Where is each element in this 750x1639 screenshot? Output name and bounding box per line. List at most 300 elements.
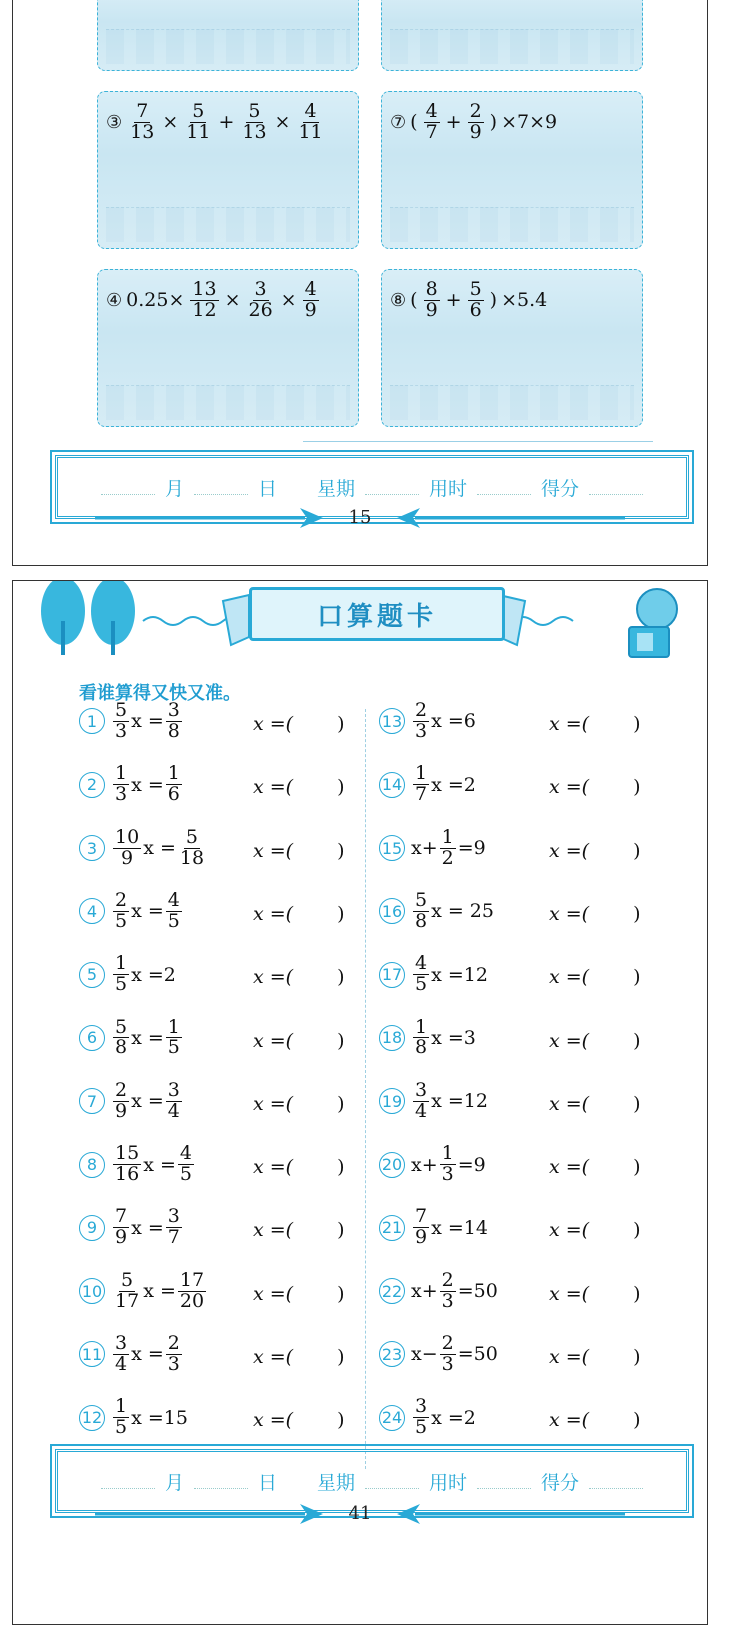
answer-close: ) <box>337 966 345 989</box>
denominator: 4 <box>115 1352 128 1375</box>
fraction <box>413 1397 429 1438</box>
fraction <box>184 102 212 143</box>
numerator: 4 <box>425 100 438 122</box>
item-number: 9 <box>79 1215 105 1241</box>
denominator: 5 <box>115 909 128 932</box>
denominator: 5 <box>179 1163 192 1186</box>
denominator: 17 <box>115 1289 140 1312</box>
answer-label: x =( <box>549 1029 590 1052</box>
equation-item <box>79 1144 196 1185</box>
expr-text: x+ <box>411 837 438 860</box>
numerator: 7 <box>136 100 149 122</box>
expr-text: x =3 <box>431 1026 476 1049</box>
answer-close: ) <box>337 1092 345 1115</box>
weekday-label: 星期 <box>316 1471 355 1494</box>
problem-box <box>381 269 643 427</box>
arrow-right-icon <box>95 1504 325 1524</box>
answer-label: x =( <box>253 1346 294 1368</box>
expression <box>106 102 327 143</box>
equation-item <box>379 954 488 995</box>
numerator: 1 <box>415 762 428 785</box>
equation-item <box>379 888 494 932</box>
item-number: 5 <box>79 962 105 988</box>
numerator: 3 <box>167 699 180 721</box>
answer-close: ) <box>337 839 345 862</box>
answer-close: ) <box>337 1346 345 1368</box>
equation-item <box>379 1015 476 1059</box>
answer-blank[interactable] <box>549 776 641 798</box>
answer-label: x =( <box>253 966 294 989</box>
numerator: 3 <box>415 1395 428 1418</box>
denominator: 3 <box>441 1352 454 1375</box>
expr-text: x = <box>131 1026 164 1049</box>
answer-blank[interactable] <box>253 1283 345 1305</box>
answer-label: x =( <box>549 1219 590 1242</box>
fraction <box>113 954 129 995</box>
answer-blank[interactable] <box>253 1409 345 1431</box>
expr-text: x = 25 <box>431 900 494 923</box>
numerator: 2 <box>415 699 428 721</box>
fraction <box>178 825 206 869</box>
item-number: 17 <box>379 962 405 988</box>
denominator: 5 <box>115 1416 128 1439</box>
answer-close: ) <box>633 1346 641 1368</box>
equation-item <box>379 825 486 869</box>
time-label: 用时 <box>429 477 468 500</box>
item-number: 2 <box>79 772 105 798</box>
numerator: 3 <box>415 1078 428 1101</box>
fraction <box>413 1207 429 1248</box>
answer-blank[interactable] <box>549 1409 641 1431</box>
answer-blank[interactable] <box>253 903 345 925</box>
problem-number: ⑧ <box>390 289 407 311</box>
numerator: 7 <box>115 1205 128 1228</box>
page-number: 41 <box>348 1503 372 1524</box>
denominator: 13 <box>130 120 155 143</box>
numerator: 5 <box>115 699 128 721</box>
month-label: 月 <box>164 477 184 500</box>
denominator: 26 <box>248 298 273 321</box>
denominator: 9 <box>115 1226 128 1249</box>
answer-close: ) <box>337 713 345 735</box>
answer-label: x =( <box>549 902 590 925</box>
item-number: 20 <box>379 1152 405 1178</box>
item-number: 10 <box>79 1278 105 1304</box>
fraction <box>413 701 429 742</box>
answer-close: ) <box>337 1156 345 1179</box>
equation-item <box>79 701 184 742</box>
problem-box <box>381 91 643 249</box>
page-title: 口算题卡 <box>249 587 505 641</box>
expr-text: 0.25× <box>126 289 185 312</box>
item-number: 22 <box>379 1278 405 1304</box>
expression <box>390 102 557 143</box>
denominator: 4 <box>415 1099 428 1122</box>
answer-close: ) <box>633 839 641 862</box>
denominator: 6 <box>167 783 180 806</box>
numerator: 17 <box>179 1268 205 1291</box>
expr-text: x = <box>131 1090 164 1113</box>
expr-text: x =2 <box>431 1406 476 1429</box>
equation-item <box>379 1397 476 1438</box>
denominator: 9 <box>469 120 482 143</box>
problem-box-partial <box>381 0 643 71</box>
numerator: 13 <box>192 278 217 300</box>
equation-item <box>379 701 476 742</box>
expr-text: x = <box>131 1216 164 1239</box>
fraction <box>440 1334 456 1375</box>
score-label: 得分 <box>541 1471 580 1494</box>
fraction <box>113 1144 141 1185</box>
item-number: 8 <box>79 1152 105 1178</box>
answer-close: ) <box>633 1156 641 1179</box>
expr-text: x− <box>411 1343 438 1366</box>
item-number: 7 <box>79 1088 105 1114</box>
denominator: 3 <box>115 783 128 806</box>
expr-text: x+ <box>411 1153 438 1176</box>
day-label: 日 <box>257 477 277 500</box>
denominator: 9 <box>121 846 134 869</box>
fraction <box>468 102 484 143</box>
numerator: 1 <box>441 825 454 848</box>
answer-close: ) <box>633 1282 641 1305</box>
fraction <box>166 1015 182 1059</box>
arrow-right-icon <box>95 508 325 528</box>
expr-text: x = <box>131 710 164 733</box>
expr-text: ( <box>410 289 418 312</box>
numerator: 3 <box>115 1332 128 1354</box>
page-41 <box>12 580 708 1625</box>
answer-blank[interactable] <box>253 1030 345 1052</box>
expr-text: x =2 <box>431 773 476 796</box>
expr-text: x+ <box>411 1280 438 1303</box>
expr-text: + <box>445 111 462 134</box>
numerator: 5 <box>121 1268 134 1291</box>
answer-close: ) <box>337 776 345 799</box>
answer-blank[interactable] <box>549 713 641 735</box>
numerator: 5 <box>248 100 261 122</box>
answer-label: x =( <box>253 1092 294 1115</box>
numerator: 2 <box>441 1332 454 1354</box>
denominator: 3 <box>167 1352 180 1375</box>
denominator: 12 <box>192 298 217 321</box>
fraction <box>113 888 129 932</box>
answer-close: ) <box>633 1029 641 1052</box>
expr-text: × <box>224 289 241 312</box>
numerator: 1 <box>115 952 128 975</box>
fraction <box>424 280 440 321</box>
expr-text: x = <box>131 773 164 796</box>
answer-blank[interactable] <box>253 840 345 862</box>
expression <box>390 280 547 321</box>
numerator: 1 <box>167 762 180 785</box>
numerator: 5 <box>192 100 205 122</box>
item-number: 23 <box>379 1341 405 1367</box>
numerator: 4 <box>304 100 317 122</box>
expr-text: x =6 <box>431 710 476 733</box>
numerator: 8 <box>425 278 438 300</box>
equation-item <box>379 1334 498 1375</box>
item-number: 19 <box>379 1088 405 1114</box>
expr-text: × <box>274 111 291 134</box>
column-divider <box>365 709 366 1469</box>
fraction <box>468 280 484 321</box>
answer-label: x =( <box>253 902 294 925</box>
equation-item <box>379 1078 488 1122</box>
expr-text: x = <box>143 837 176 860</box>
numerator: 4 <box>167 888 180 911</box>
answer-label: x =( <box>253 713 294 735</box>
answer-blank[interactable] <box>549 1030 641 1052</box>
fraction <box>113 764 129 805</box>
answer-close: ) <box>633 1409 641 1432</box>
fraction <box>166 1334 182 1375</box>
item-number: 16 <box>379 898 405 924</box>
expr-text: x = <box>131 1343 164 1366</box>
page-number-row <box>13 507 707 528</box>
item-number: 18 <box>379 1025 405 1051</box>
numerator: 1 <box>415 1015 428 1038</box>
numerator: 2 <box>167 1332 180 1354</box>
denominator: 5 <box>415 973 428 996</box>
answer-close: ) <box>633 776 641 799</box>
answer-blank[interactable] <box>549 1283 641 1305</box>
fraction <box>240 102 268 143</box>
denominator: 8 <box>115 1036 128 1059</box>
denominator: 9 <box>115 1099 128 1122</box>
answer-close: ) <box>337 1409 345 1432</box>
denominator: 8 <box>415 1036 428 1059</box>
denominator: 9 <box>415 1226 428 1249</box>
numerator: 4 <box>179 1142 192 1165</box>
numerator: 3 <box>167 1078 180 1101</box>
fraction <box>246 280 274 321</box>
fraction <box>113 1207 129 1248</box>
answer-close: ) <box>633 713 641 735</box>
expr-text: x =12 <box>431 1090 488 1113</box>
item-number: 24 <box>379 1405 405 1431</box>
answer-blank[interactable] <box>253 776 345 798</box>
fraction <box>190 280 218 321</box>
answer-blank[interactable] <box>549 1093 641 1115</box>
denominator: 4 <box>167 1099 180 1122</box>
month-label: 月 <box>164 1471 184 1494</box>
denominator: 11 <box>298 120 323 143</box>
fraction <box>166 701 182 742</box>
expr-text: × <box>162 111 179 134</box>
expr-text: x = <box>143 1153 176 1176</box>
expr-text: ( <box>410 111 418 134</box>
numerator: 1 <box>115 762 128 785</box>
item-number: 3 <box>79 835 105 861</box>
equation-item <box>79 825 208 869</box>
equation-item <box>79 1207 184 1248</box>
numerator: 2 <box>469 100 482 122</box>
answer-blank[interactable] <box>253 966 345 988</box>
answer-close: ) <box>633 902 641 925</box>
item-number: 15 <box>379 835 405 861</box>
problem-box <box>97 91 359 249</box>
answer-label: x =( <box>253 1282 294 1305</box>
fraction <box>413 954 429 995</box>
expr-text: x =2 <box>131 963 176 986</box>
answer-blank[interactable] <box>253 1093 345 1115</box>
answer-close: ) <box>633 966 641 989</box>
expr-text: × <box>280 289 297 312</box>
fraction <box>113 1334 129 1375</box>
denominator: 5 <box>167 1036 180 1059</box>
fraction <box>303 280 319 321</box>
answer-blank[interactable] <box>549 1156 641 1178</box>
answer-blank[interactable] <box>549 840 641 862</box>
numerator: 1 <box>167 1015 180 1038</box>
answer-close: ) <box>337 1219 345 1242</box>
denominator: 3 <box>441 1289 454 1312</box>
item-number: 11 <box>79 1341 105 1367</box>
fraction <box>413 1015 429 1059</box>
problem-number: ④ <box>106 289 123 311</box>
denominator: 8 <box>415 909 428 932</box>
arrow-left-icon <box>395 508 625 528</box>
fraction <box>440 1268 456 1312</box>
fraction <box>440 1144 456 1185</box>
denominator: 9 <box>304 298 317 321</box>
denominator: 2 <box>441 846 454 869</box>
numerator: 5 <box>115 1015 128 1038</box>
equation-item <box>79 1397 188 1438</box>
day-label: 日 <box>257 1471 277 1494</box>
equation-item <box>379 1207 488 1248</box>
fraction <box>178 1144 194 1185</box>
denominator: 18 <box>179 846 205 869</box>
equation-item <box>79 954 176 995</box>
expr-text: ×7×9 <box>501 111 558 134</box>
denominator: 7 <box>415 783 428 806</box>
answer-label: x =( <box>549 1409 590 1432</box>
equation-item <box>379 764 476 805</box>
fraction <box>113 1268 141 1312</box>
denominator: 8 <box>167 719 180 742</box>
arrow-left-icon <box>395 1504 625 1524</box>
time-label: 用时 <box>429 1471 468 1494</box>
expr-text: =50 <box>457 1343 498 1366</box>
numerator: 2 <box>441 1268 454 1291</box>
answer-blank[interactable] <box>253 1156 345 1178</box>
equation-item <box>79 1334 184 1375</box>
answer-label: x =( <box>253 1156 294 1179</box>
weekday-label: 星期 <box>316 477 355 500</box>
page-15 <box>12 0 708 566</box>
item-number: 13 <box>379 708 405 734</box>
numerator: 1 <box>441 1142 454 1165</box>
numerator: 3 <box>167 1205 180 1228</box>
fraction <box>413 1078 429 1122</box>
fraction <box>113 1078 129 1122</box>
answer-blank[interactable] <box>549 966 641 988</box>
problem-box-partial <box>97 0 359 71</box>
fraction <box>424 102 440 143</box>
expr-text: ) <box>489 111 498 134</box>
answer-label: x =( <box>253 1219 294 1242</box>
numerator: 2 <box>115 888 128 911</box>
fraction <box>128 102 156 143</box>
child-reading-icon <box>607 581 697 661</box>
fraction <box>113 701 129 742</box>
problem-number: ⑦ <box>390 111 407 133</box>
header-banner <box>13 581 707 661</box>
answer-close: ) <box>633 1092 641 1115</box>
answer-label: x =( <box>549 713 590 735</box>
answer-label: x =( <box>549 1346 590 1368</box>
expr-text: x =15 <box>131 1406 188 1429</box>
answer-close: ) <box>337 902 345 925</box>
fraction <box>113 1015 129 1059</box>
answer-close: ) <box>337 1029 345 1052</box>
equation-item <box>79 1078 184 1122</box>
fraction <box>413 764 429 805</box>
fraction <box>166 1078 182 1122</box>
denominator: 7 <box>167 1226 180 1249</box>
equation-item <box>79 1015 184 1059</box>
expr-text: ×5.4 <box>501 289 548 312</box>
answer-close: ) <box>633 1219 641 1242</box>
numerator: 2 <box>115 1078 128 1101</box>
answer-label: x =( <box>549 839 590 862</box>
answer-blank[interactable] <box>549 1346 641 1368</box>
equation-item <box>79 764 184 805</box>
denominator: 7 <box>425 120 438 143</box>
denominator: 5 <box>115 973 128 996</box>
denominator: 3 <box>115 719 128 742</box>
answer-blank[interactable] <box>549 1219 641 1241</box>
fraction <box>166 764 182 805</box>
denominator: 9 <box>425 298 438 321</box>
item-number: 12 <box>79 1405 105 1431</box>
numerator: 3 <box>254 278 267 300</box>
fraction <box>413 888 429 932</box>
expression <box>106 280 321 321</box>
answer-blank[interactable] <box>549 903 641 925</box>
answer-label: x =( <box>549 1282 590 1305</box>
fraction <box>113 825 141 869</box>
answer-label: x =( <box>253 776 294 799</box>
item-number: 4 <box>79 898 105 924</box>
equation-item <box>79 1268 208 1312</box>
answer-label: x =( <box>549 1156 590 1179</box>
problem-box <box>97 269 359 427</box>
numerator: 15 <box>115 1142 140 1165</box>
item-number: 6 <box>79 1025 105 1051</box>
fraction <box>166 1207 182 1248</box>
answer-blank[interactable] <box>253 1346 345 1368</box>
answer-blank[interactable] <box>253 713 345 735</box>
answer-label: x =( <box>549 966 590 989</box>
answer-label: x =( <box>253 839 294 862</box>
denominator: 20 <box>179 1289 205 1312</box>
answer-blank[interactable] <box>253 1219 345 1241</box>
answer-label: x =( <box>549 776 590 799</box>
fraction <box>296 102 324 143</box>
denominator: 3 <box>415 719 428 742</box>
denominator: 16 <box>115 1163 140 1186</box>
page-number-row <box>13 1503 707 1524</box>
expr-text: x =12 <box>431 963 488 986</box>
fraction <box>166 888 182 932</box>
problem-number: ③ <box>106 111 123 133</box>
fraction <box>440 825 456 869</box>
page-number: 15 <box>348 507 372 528</box>
numerator: 7 <box>415 1205 428 1228</box>
